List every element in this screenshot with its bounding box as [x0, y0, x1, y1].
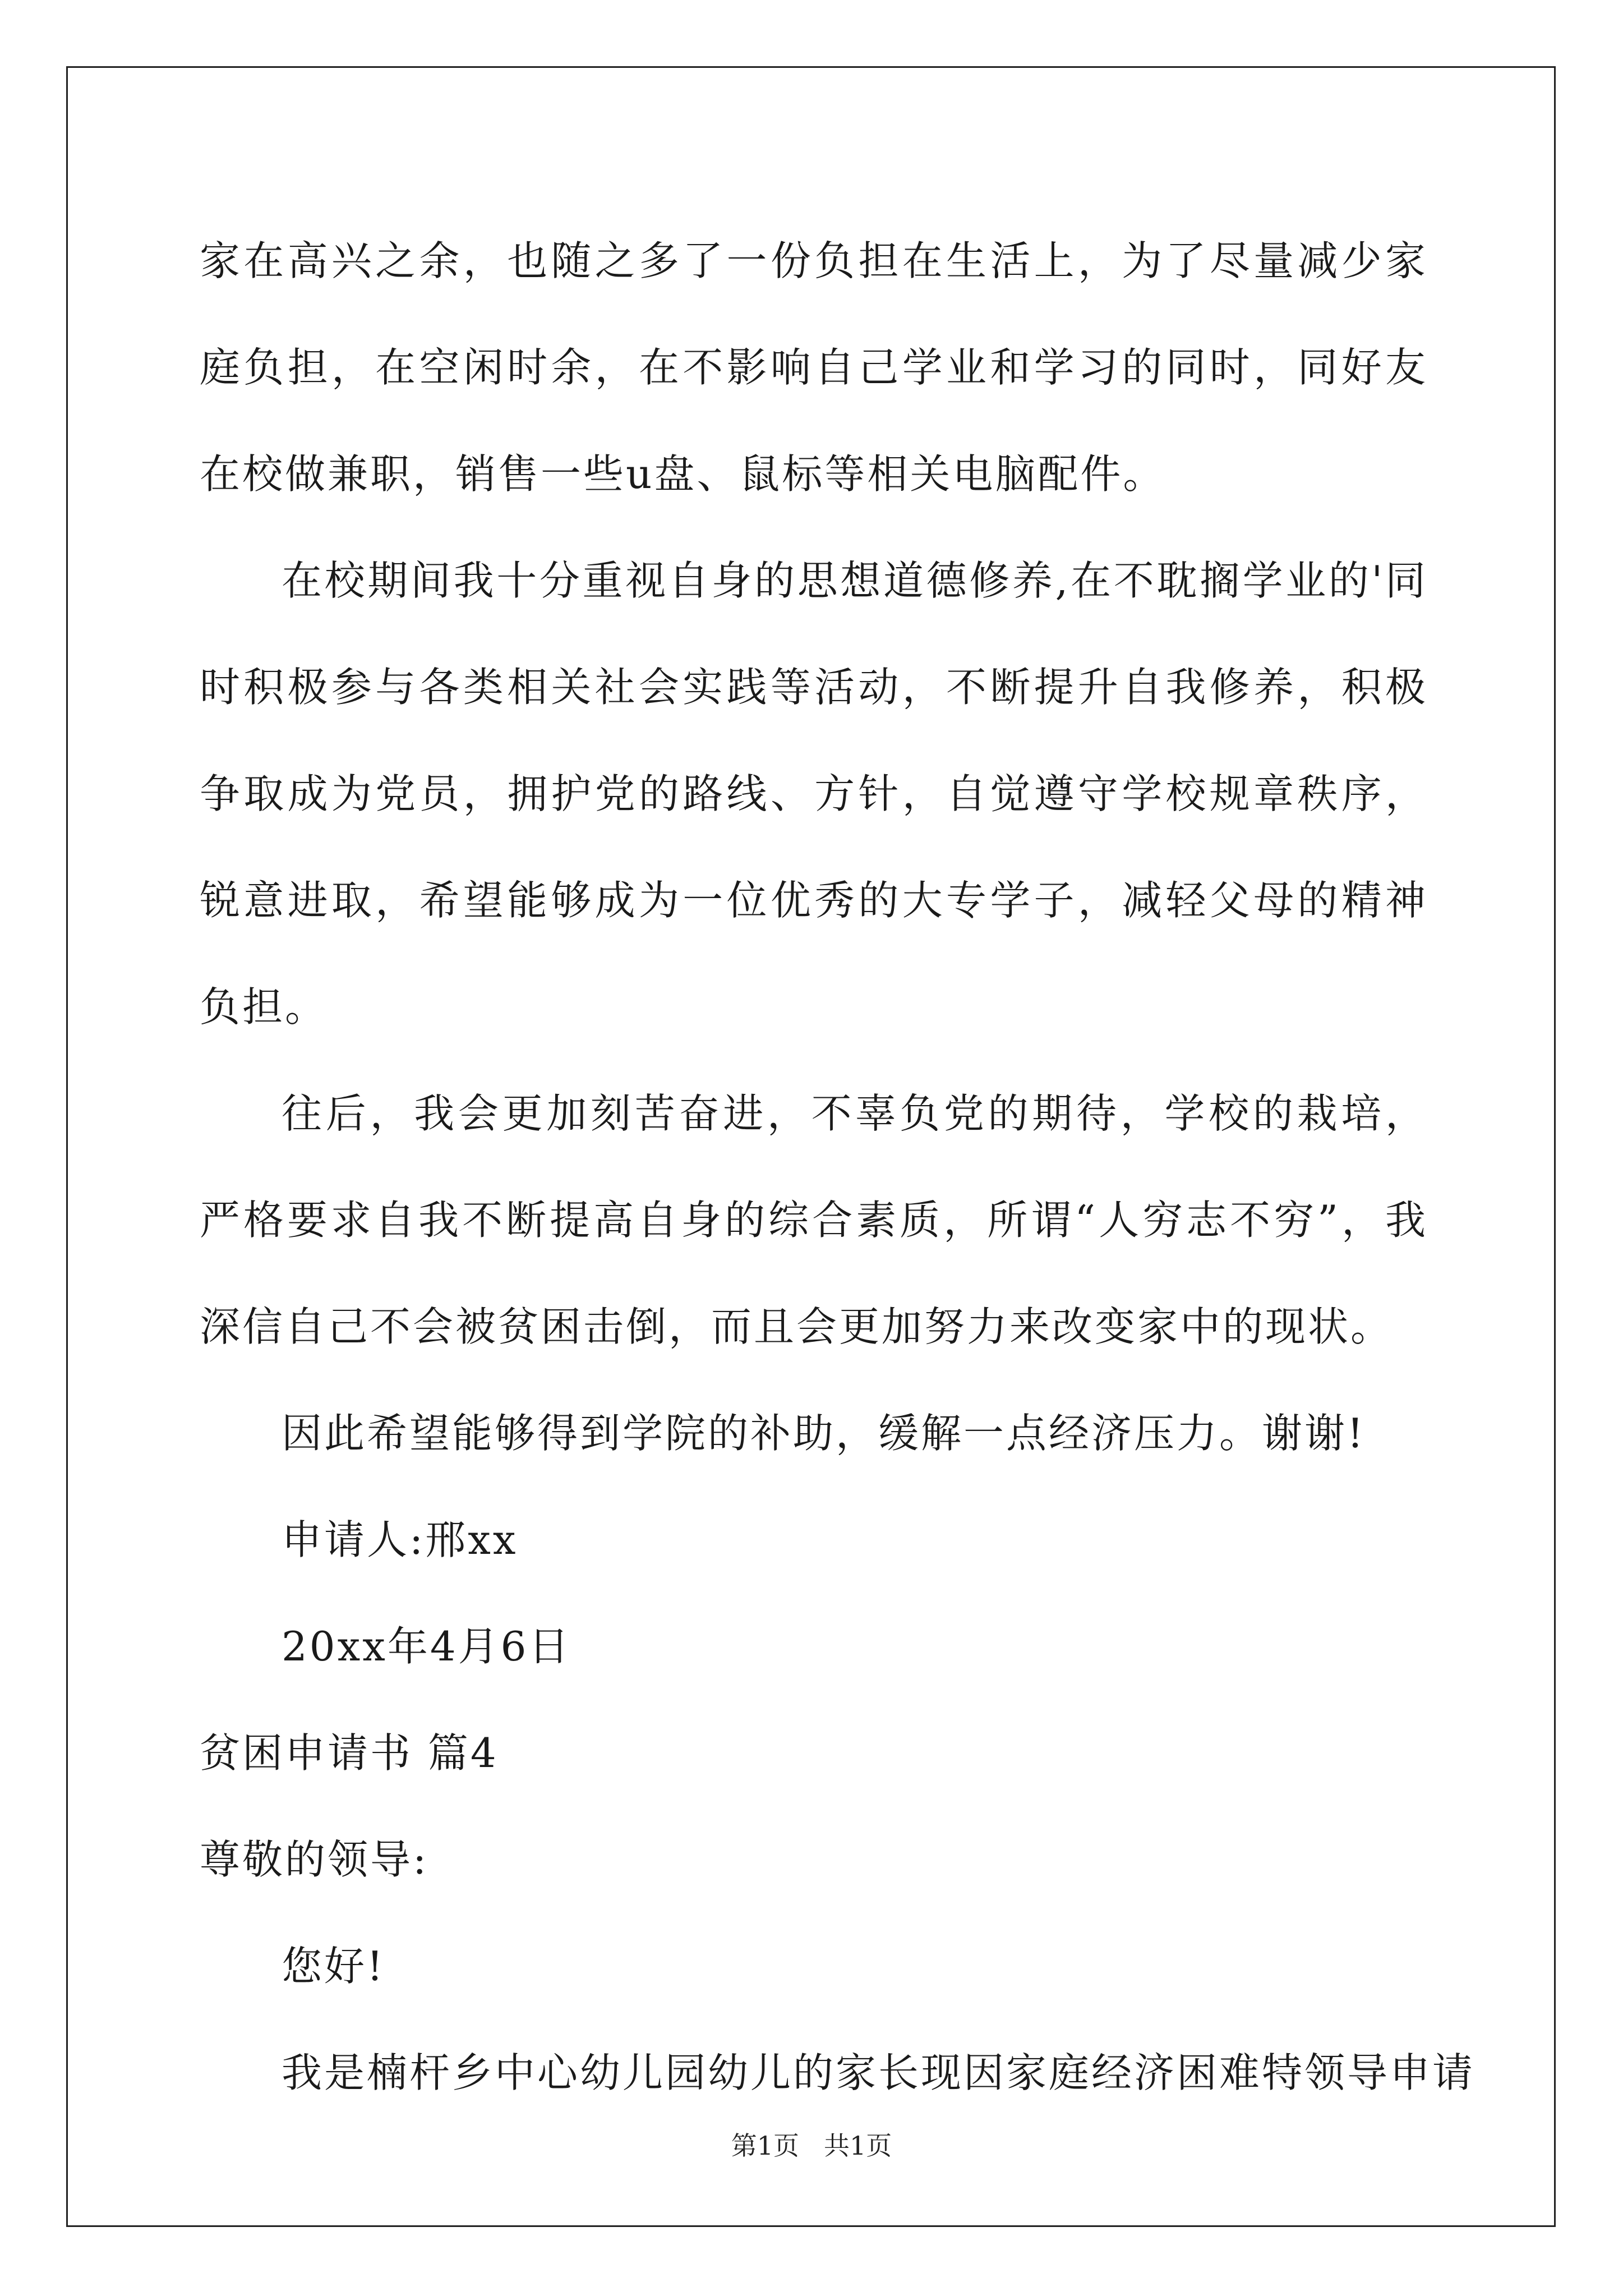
- date-line: 20xx年4月6日: [282, 1623, 571, 1670]
- greeting: 您好!: [282, 1943, 385, 1990]
- document-body: [200, 208, 1476, 2126]
- paragraph-10: 我是楠杆乡中心幼儿园幼儿的家长现因家庭经济困难特领导申请: [282, 2049, 1476, 2096]
- applicant-line: 申请人:邢xx: [282, 1516, 518, 1563]
- page-number-current: 第1页: [731, 2131, 799, 2161]
- salutation: 尊敬的领导:: [200, 1836, 429, 1883]
- paragraph-1: 家在高兴之余，也随之多了一份负担在生活上，为了尽量减少家庭负担，在空闲时余，在不影响自己学业和学习的同时，同好友在校做兼职，销售一些u盘、鼠标等相关电脑配件。: [200, 237, 1428, 498]
- section-heading: 贫困申请书 篇4: [200, 1729, 499, 1777]
- page-footer: [0, 2129, 1623, 2162]
- page-number-total: 共1页: [824, 2131, 892, 2161]
- paragraph-4: 因此希望能够得到学院的补助，缓解一点经济压力。谢谢!: [282, 1410, 1366, 1457]
- paragraph-2: 在校期间我十分重视自身的思想道德修养,在不耽搁学业的'同时积极参与各类相关社会实践等活动，不断提升自我修养，积极争取成为党员，拥护党的路线、方针，自觉遵守学校规章秩序，锐意进取，希望能够成为一位优秀的大专学子，减轻父母的精神负担。: [200, 557, 1428, 1030]
- paragraph-3: 往后，我会更加刻苦奋进，不辜负党的期待，学校的栽培，严格要求自我不断提高自身的综合素质，所谓“人穷志不穷”，我深信自己不会被贫困击倒，而且会更加努力来改变家中的现状。: [200, 1090, 1428, 1350]
